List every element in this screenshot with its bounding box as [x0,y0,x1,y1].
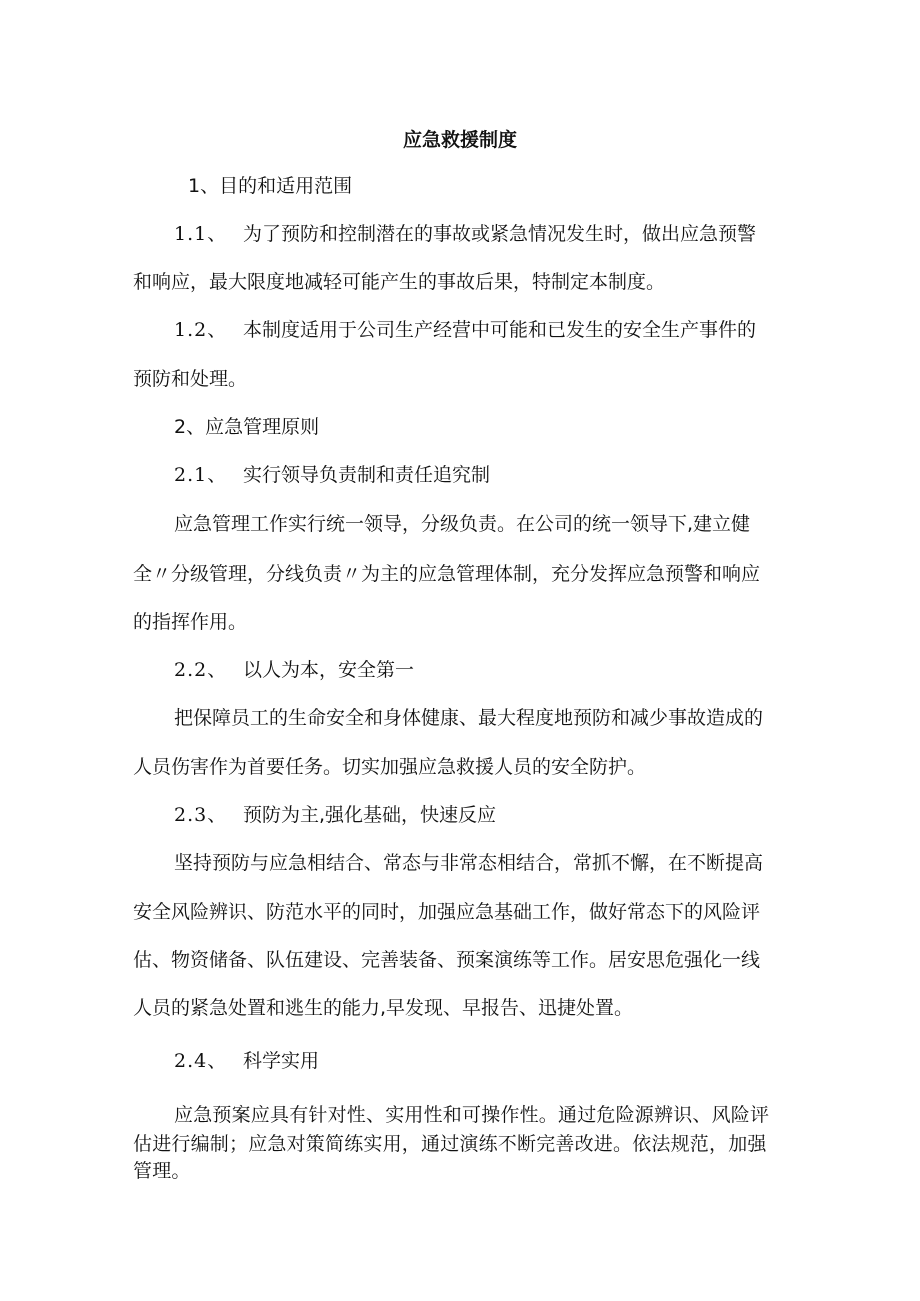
paragraph-line: 全〃分级管理，分线负责〃为主的应急管理体制，充分发挥应急预警和响应 [133,563,761,585]
clause-text: 本制度适用于公司生产经营中可能和已发生的安全生产事件的 [243,319,757,341]
clause-number: 1.1、 [174,223,228,245]
paragraph-line: 和响应，最大限度地减轻可能产生的事故后果，特制定本制度。 [133,271,666,293]
paragraph-line: 人员伤害作为首要任务。切实加强应急救援人员的安全防护。 [133,756,647,778]
paragraph-line: 管理。 [133,1160,191,1182]
clause-number: 2.4、 [174,1050,228,1072]
clause-number: 1.2、 [174,319,228,341]
clause-number: 2.1、 [174,464,228,486]
clause-line [174,220,836,248]
clause-line [174,461,836,489]
document-title: 应急救援制度 [402,129,517,151]
paragraph-line: 应急管理工作实行统一领导，分级负责。在公司的统一领导下,建立健 [174,513,751,535]
paragraph-line: 预防和处理。 [133,368,248,390]
clause-text: 为了预防和控制潜在的事故或紧急情况发生时，做出应急预警 [243,223,757,245]
clause-subtitle: 以人为本，安全第一 [243,659,415,681]
paragraph-line: 估进行编制；应急对策简练实用，通过演练不断完善改进。依法规范，加强 [133,1133,767,1155]
section-heading: 1、目的和适用范围 [188,175,353,197]
paragraph-line: 人员的紧急处置和逃生的能力,早发现、早报告、迅捷处置。 [133,997,634,1019]
clause-line [174,1047,836,1075]
clause-number: 2.2、 [174,659,228,681]
paragraph-line: 的指挥作用。 [133,611,248,633]
clause-subtitle: 科学实用 [243,1050,320,1072]
clause-subtitle: 预防为主,强化基础，快速反应 [243,804,497,826]
clause-line [174,801,836,829]
clause-line [174,656,836,684]
clause-line [174,316,836,344]
clause-subtitle: 实行领导负责制和责任追究制 [243,464,491,486]
clause-number: 2.3、 [174,804,228,826]
paragraph-line: 安全风险辨识、防范水平的同时，加强应急基础工作，做好常态下的风险评 [133,901,761,923]
paragraph-line: 估、物资储备、队伍建设、完善装备、预案演练等工作。居安思危强化一线 [133,949,761,971]
section-heading: 2、应急管理原则 [174,416,320,438]
paragraph-line: 坚持预防与应急相结合、常态与非常态相结合，常抓不懈，在不断提高 [174,852,764,874]
paragraph-line: 把保障员工的生命安全和身体健康、最大程度地预防和减少事故造成的 [174,707,764,729]
paragraph-line: 应急预案应具有针对性、实用性和可操作性。通过危险源辨识、风险评 [174,1104,770,1126]
